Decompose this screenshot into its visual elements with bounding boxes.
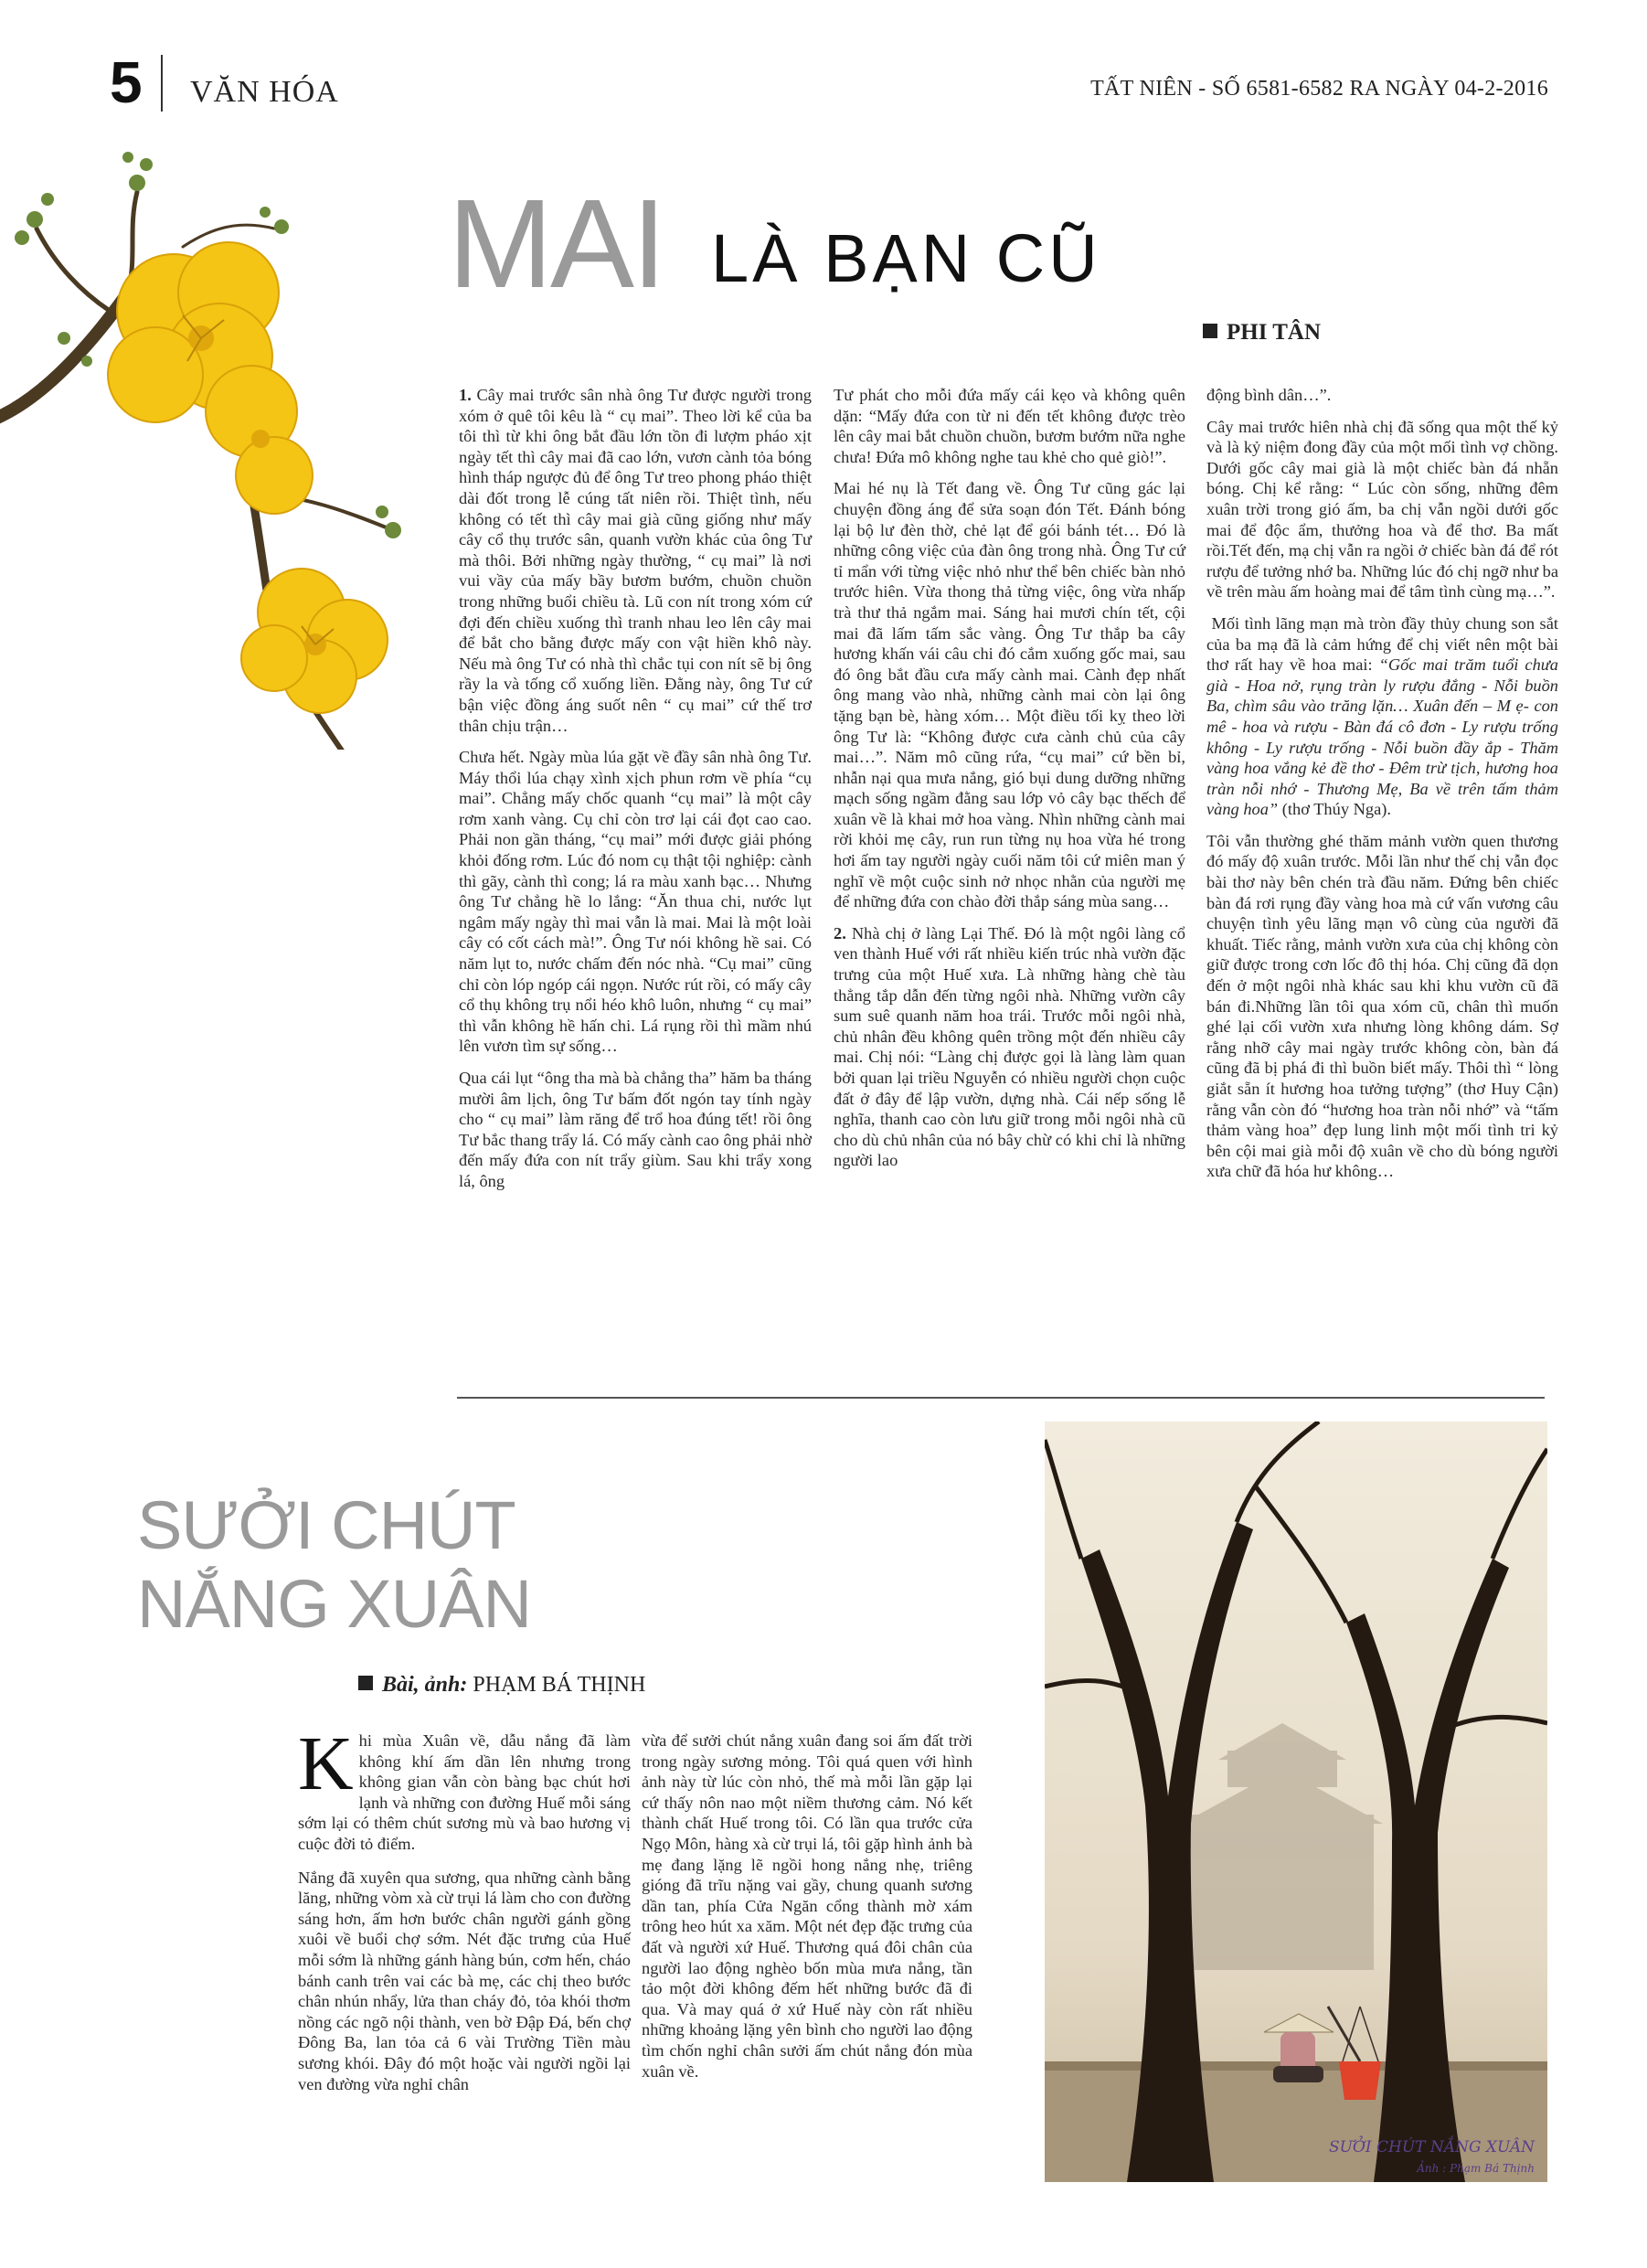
- article-divider: [457, 1397, 1545, 1399]
- paragraph-text: Cây mai trước sân nhà ông Tư được người trong xóm ở quê tôi kêu là “ cụ mai”. Theo lời kể của ba tôi thì từ khi ông bắt đầu lớn tồn đi lượm pháo xịt ngày tết thì cây mai đã cao lớn, vươn cành tỏa bóng hình tháp ngược đủ để ông Tư treo phong pháo thiệt dài đốt trong lễ cúng tất niên rồi. Thiệt tình, nếu không có tết thì cây mai già cũng giống như mấy cây cổ thụ trước sân, quanh vườn khác của ông Tư mà thôi. Bởi những ngày thường, “ cụ mai” là nơi vui vầy của mấy bầy bươm bướm, chuồn chuồn trong những buổi chiều tà. Lũ con nít trong xóm cứ đợi đến chiều xuống thì tranh nhau leo lên cây mai để bắt cho bằng được mấy con vật hiền khô này. Nếu mà ông Tư có nhà thì chắc tụi con nít sẽ bị ông rầy la và tống cổ xuống liền. Đằng này, ông Tư cứ bận việc đồng áng suốt nên “ cụ mai” cứ thế trơ thân chịu trận…: [459, 386, 812, 735]
- byline-label: Bài, ảnh:: [382, 1673, 468, 1697]
- article1-column-3: [1206, 385, 1558, 1193]
- article1-byline: [1203, 320, 1321, 346]
- issue-info: TẤT NIÊN - SỐ 6581-6582 RA NGÀY 04-2-2016: [1090, 77, 1548, 101]
- poem-quote: “Gốc mai trăm tuổi chưa già - Hoa nở, rụng tràn ly rượu đắng - Nỗi buồn Ba, chìm sâu vào trăng lặn… Xuân đến – M ẹ- con mê - hoa và rượu - Bàn đá cô đơn - Ly rượu trống không - Ly rượu trống - Nỗi buồn đầy ắp - Thăm vàng hoa vắng kẻ đề thơ - Đêm trừ tịch, hương hoa tràn nỗi nhớ - Thương Mẹ, Ba về trên tấm thảm vàng hoa”: [1206, 655, 1558, 819]
- article2-title-line2: NẮNG XUÂN: [137, 1566, 531, 1642]
- paragraph: Qua cái lụt “ông tha mà bà chẳng tha” hăm ba tháng mười âm lịch, ông Tư bấm đốt ngón tay tính ngày cho “ cụ mai” làm răng để trổ hoa đúng tết! rồi ông Tư bắc thang trẩy lá. Có mấy cành cao ông phải nhờ đến mấy đứa con nít trẩy giùm. Sau khi trẩy xong lá, ông: [459, 1069, 812, 1190]
- paragraph: động bình dân…”.: [1206, 386, 1332, 404]
- article2-title: [137, 1486, 531, 1644]
- article1-title-main: MAI: [448, 174, 664, 314]
- header-divider: [161, 55, 163, 112]
- article1-title-sub: LÀ BẠN CŨ: [711, 220, 1101, 296]
- paragraph-text: Nhà chị ở làng Lại Thế. Đó là một ngôi làng cổ ven thành Huế với rất nhiều kiến trúc nhà vườn đặc trưng của một Huế xưa. Là những hàng chè tàu thẳng tắp dẫn đến từng ngôi nhà. Những vườn cây sum suê quanh năm hoa trái. Trước mỗi ngôi nhà, chủ nhân đều không quên trồng một đến nhiều cây mai. Chị nói: “Làng chị được gọi là làng làm quan bởi quan lại triều Nguyễn có nhiều người chọn cuộc đất ở đây để lập vườn, dựng nhà. Cái nếp sống lễ nghĩa, thanh cao còn lưu giữ trong mỗi ngôi nhà cũ cho dù chủ nhân của nó bây chừ có khi chỉ là những người lao: [834, 923, 1185, 1170]
- paragraph-text: Mối tình lãng mạn mà tròn đầy thủy chung son sắt của ba mạ đã là cảm hứng để chị viết nên một bài thơ rất hay về hoa mai:: [1206, 613, 1558, 675]
- bullet-square-icon: [358, 1676, 373, 1690]
- article2-author: PHẠM BÁ THỊNH: [473, 1673, 646, 1697]
- bullet-square-icon: [1203, 324, 1217, 338]
- article1-author: PHI TÂN: [1227, 320, 1322, 345]
- paragraph: Chưa hết. Ngày mùa lúa gặt về đầy sân nhà ông Tư. Máy thổi lúa chạy xình xịch phun rơm về phía “cụ mai”. Chẳng mấy chốc quanh “cụ mai” là một cây rơm xanh vàng. Cụ chỉ còn trơ lại cái đọt cao cao. Phải non gần tháng, “cụ mai” mới được giải phóng khỏi đống rơm. Lúc đó nom cụ thật tội nghiệp: cành thì gãy, cành thì cong; lá ra màu xanh bạc… Nhưng ông Tư chẳng hề lo lắng: “Ăn thua chi, nước lụt ngâm mấy ngày thì mai vẫn là mai. Mai là một loài cây có cốt cách mà!”. Ông Tư nói không hề sai. Có năm lụt to, nước chấm đến nóc nhà. “Cụ mai” cũng chỉ còn lóp ngóp cái ngọn. Nước rút rồi, có mấy cây cổ thụ không trụ nổi héo khô luôn, nhưng “ cụ mai” thì vẫn không hề hấn chi. Lá rụng rồi thì mầm nhú lên vươn tìm sự sống…: [459, 748, 812, 1056]
- paragraph: Cây mai trước hiên nhà chị đã sống qua một thế kỷ và là kỷ niệm đong đầy của một mối tình vợ chồng. Dưới gốc cây mai già là một chiếc bàn đá nhẵn bóng. Chị kể rằng: “ Lúc còn sống, những đêm xuân trời trong gió ấm, ba chị vẫn ngồi dưới gốc mai để độc ẩm, thưởng hoa và để thơ. Ba mất rồi.Tết đến, mạ chị vẫn ra ngồi ở chiếc bàn đá để rót rượu để tưởng nhớ ba. Những lúc đó chị ngỡ như ba về trên màu ấm hoàng mai để tâm tình cùng mạ…”.: [1206, 417, 1558, 602]
- poem-source: (thơ Thúy Nga).: [1278, 800, 1391, 819]
- paragraph: Mai hé nụ là Tết đang về. Ông Tư cũng gác lại chuyện đồng áng để sửa soạn đón Tết. Đánh bóng lại bộ lư đèn thờ, chẻ lạt để gói bánh tét… Đó là những công việc của đàn ông trong nhà. Ông Tư cứ tỉ mẩn với từng việc nhỏ như thể bên chiếc bàn nhỏ trước hiên. Vừa thong thả từng việc, ông vừa nhấp trà thư thả ngắm mai. Sáng hai mươi chín tết, cội mai đã lấm tấm sắc vàng. Ông Tư thắp ba cây hương khấn vái câu chi đó cắm xuống gốc mai, sau đó ông bắt đầu cưa mấy cành mai. Cành đẹp nhất ông mang vào nhà, những cành mai còn lại ông tặng bạn bè, hàng xóm… Một điều tối kỵ theo lời ông Tư là: “Không được cưa cành chủ của cây mai…”. Năm mô cũng rứa, “cụ mai” cứ bền bỉ, nhẫn nại qua mưa nắng, gió bụi dung dưỡng những mạch sống ngầm đằng sau lớp vỏ cây bạc thếch để xuân về là khai mở hoa vàng. Nhìn những cành mai rời khỏi mẹ cây, run run từng nụ hoa vừa hé trong hơi ấm tay người ngày cuối năm tôi cứ miên man ý nghĩ về một cuộc sinh nở nhọc nhằn của người mẹ để những đứa con chào đời thắp sáng mùa sang…: [834, 479, 1185, 911]
- section-number: 2.: [834, 923, 846, 942]
- apricot-blossom-illustration: [0, 128, 430, 750]
- section-number: 1.: [459, 386, 472, 404]
- paragraph-text: hi mùa Xuân về, dẫu nắng đã làm không khí ấm dần lên nhưng trong không gian vẫn còn bàng bạc chút hơi lạnh và những con đường Huế mỗi sáng sớm lại có thêm chút sương mù và bao hương vị cuộc đời tỏ điểm.: [298, 1731, 631, 1853]
- section-title: VĂN HÓA: [190, 75, 339, 109]
- article2-byline: [358, 1673, 645, 1698]
- article1-column-2: [834, 385, 1185, 1182]
- paragraph: [834, 923, 1185, 1171]
- photo-caption: SƯỞI CHÚT NẮNG XUÂN: [1328, 2138, 1535, 2156]
- article1-column-1: [459, 385, 812, 1203]
- paragraph: Tư phát cho mỗi đứa mấy cái kẹo và không quên dặn: “Mấy đứa con từ ni đến tết không được trèo lên cây mai bắt chuồn chuồn, bươm bướm nữa nghe chưa! Đứa mô không nghe tau khẻ cho quẻ giò!”.: [834, 386, 1185, 466]
- photo-credit: Ảnh : Phạm Bá Thịnh: [1417, 2162, 1535, 2175]
- drop-cap: K: [298, 1721, 354, 1806]
- article2-column-1: [298, 1721, 631, 2107]
- article2-title-line1: SƯỞI CHÚT: [137, 1487, 515, 1563]
- hue-street-photo: [1045, 1421, 1547, 2182]
- paragraph: [298, 1721, 631, 1855]
- page-number: 5: [110, 49, 143, 115]
- paragraph: Tôi vẫn thường ghé thăm mảnh vườn quen thương đó mấy độ xuân trước. Mỗi lần như thế chị vẫn đọc bài thơ này bên chén trà đầu năm. Đứng bên chiếc bàn đá rơi rụng đầy vàng hoa mà cứ vấn vương câu chuyện tình yêu lãng mạn vô cùng của người đã khuất. Tiếc rằng, mảnh vườn xưa của chị không còn giữ được trong cơn lốc đô thị hóa. Chị cũng đã dọn đến ở một ngôi nhà khác sau khi khu vườn cũ đã bán đi.Những lần tôi qua xóm cũ, chân thì muốn ghé lại cối vườn xưa nhưng lòng không dám. Sợ rằng nhỡ cây mai ngày trước không còn, bàn đá cũng đã bị phá đi thì buồn biết mấy. Thôi thì “ lòng giắt sẵn ít hương hoa tưởng tượng” (thơ Huy Cận) rằng vẫn còn đó “hương hoa tràn nỗi nhớ” và “tấm thảm vàng hoa” đẹp lung linh một mối tình tri kỷ bên cội mai già mỗi độ xuân về cho dù bóng người xưa chữ đã hóa hư không…: [1206, 831, 1558, 1181]
- paragraph: vừa để sưởi chút nắng xuân đang soi ấm đất trời trong ngày sương mỏng. Tôi quá quen với hình ảnh này từ lúc còn nhỏ, thế mà mỗi lần gặp lại cứ thấy nôn nao một niềm thương cảm. Nó kết thành chất Huế trong tôi. Có lần qua trước cửa Ngọ Môn, hàng xà cừ trụi lá, tôi gặp hình ảnh bà mẹ đang lặng lẽ ngồi hong nắng nhẹ, triêng gióng đã trĩu nặng vai gầy, chung quanh sương dần tan, phía Cửa Ngăn cổng thành mờ xám trông heo hút xa xăm. Một nét đẹp đặc trưng của đất và người xứ Huế. Thương quá đôi chân của người lao động nghèo bốn mùa mưa nắng, tần tảo một đời không đếm hết những bước đã đi qua. Và may quá ở xứ Huế này còn rất nhiều những khoảng lặng yên bình cho người lao động tìm chốn nghỉ chân sưởi ấm chút nắng đón mùa xuân về.: [642, 1731, 972, 2081]
- paragraph: [459, 385, 812, 736]
- paragraph: [1206, 613, 1558, 820]
- paragraph: Nắng đã xuyên qua sương, qua những cành bằng lăng, những vòm xà cừ trụi lá làm cho con đường sáng hơn, ấm hơn bước chân người gánh gồng xuôi về buổi chợ sớm. Nét đặc trưng của Huế mỗi sớm là những gánh hàng bún, cơm hến, cháo bánh canh trên vai các bà mẹ, các chị theo bước chân nhún nhẩy, lửa than cháy đỏ, tỏa khói thơm nồng các ngõ nội thành, ven bờ Đập Đá, bến chợ Đông Ba, lan tỏa cả 6 vài Trường Tiền màu sương khói. Đây đó một hoặc vài người ngồi lại ven đường vừa nghỉ chân: [298, 1868, 631, 2093]
- article2-column-2: [642, 1730, 972, 2094]
